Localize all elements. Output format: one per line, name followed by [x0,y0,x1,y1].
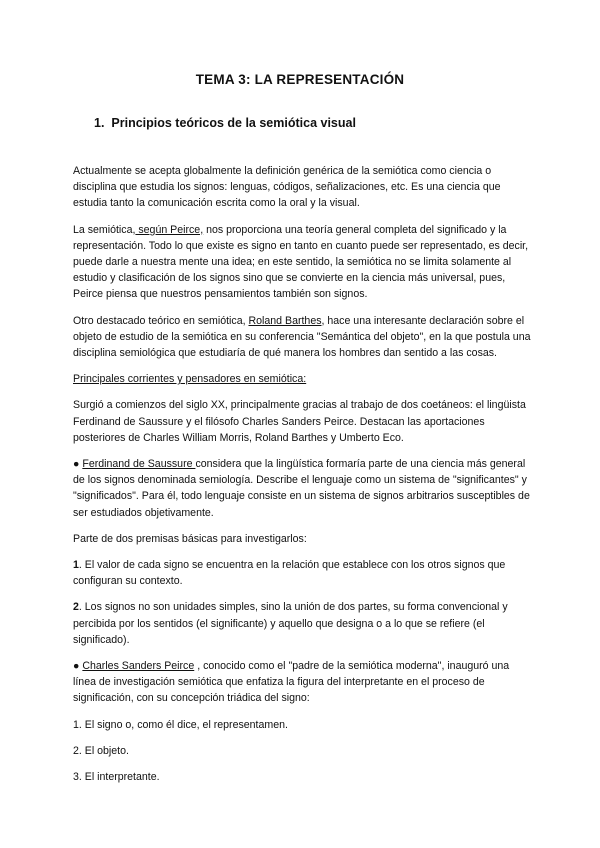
charles-peirce-link[interactable]: Charles Sanders Peirce [82,660,195,673]
premise-2 [73,599,535,648]
paragraph-saussure-rest: considera que la lingüística formaría parte de una ciencia más general de los signos denominada semiología. Describe el lenguaje como un sistema de "significantes" y "significados". Para él, todo lenguaje consiste en un sistema de signos arbitrarios susceptibles de ser estudiados objetivamente. [73,458,530,519]
bullet-icon: ● [73,458,80,471]
paragraph-barthes-start: Otro destacado teórico en semiótica, [73,314,249,327]
page-title: TEMA 3: LA REPRESENTACIÓN [195,72,405,87]
section-heading [94,116,356,130]
premise-1-number: 1 [73,559,79,572]
list-item-3: 3. El interpretante. [73,771,160,784]
premise-1 [73,557,535,589]
paragraph-premises-intro: Parte de dos premisas básicas para investigarlos: [73,532,307,545]
list-item-1: 1. El signo o, como él dice, el representamen. [73,718,288,731]
paragraph-peirce-start: La semiótica, [73,223,136,236]
peirce-link[interactable]: según Peirce, [135,223,204,236]
premise-2-number: 2 [73,601,79,614]
body-text [73,163,535,795]
paragraph-peirce-rest: nos proporciona una teoría general completa del significado y la representación. Todo lo que existe es signo en tanto en cuanto puede ser representado, es decir, puede darle a nuestra mente una idea; en este sentido, la semiótica no se limita solamente al estudio y clasificación de los signos sino que se convierte en la ciencia más universal, pues, Peirce piensa que nuestros pensamientos también son signos. [73,223,529,301]
subheading: Principales corrientes y pensadores en semiótica: [73,373,307,386]
paragraph-intro: Actualmente se acepta globalmente la definición genérica de la semiótica como ciencia o disciplina que estudia los signos: lenguas, códigos, señalizaciones, etc. Es una ciencia que estudia tanto la comunicación escrita como la oral y la visual. [73,165,501,210]
section-title: Principios teóricos de la semiótica visual [111,116,356,130]
paragraph-saussure [73,456,535,521]
premise-2-text: . Los signos no son unidades simples, sino la unión de dos partes, su forma convencional y percibida por los sentidos (el significante) y aquello que designa o a lo que se refiere (el significado). [73,601,508,646]
paragraph-peirce [73,222,535,303]
premise-1-text: . El valor de cada signo se encuentra en la relación que establece con los otros signos que configuran su contexto. [73,559,506,588]
list-item-2: 2. El objeto. [73,744,129,757]
barthes-link[interactable]: Roland Barthes, [248,314,325,327]
section-number: 1. [94,116,105,130]
saussure-link[interactable]: Ferdinand de Saussure [82,458,196,471]
paragraph-origins: Surgió a comienzos del siglo XX, principalmente gracias al trabajo de dos coetáneos: el lingüista Ferdinand de Saussure y el filósofo Charles Sanders Peirce. Destacan las aportaciones posteriores de Charles William Morris, Roland Barthes y Umberto Eco. [73,399,526,444]
paragraph-barthes [73,313,535,362]
paragraph-charles-peirce [73,658,535,707]
bullet-icon: ● [73,660,80,673]
paragraph-charles-peirce-rest: , conocido como el "padre de la semiótica moderna", inauguró una línea de investigación semiótica que enfatiza la figura del interpretante en el proceso de significación, con su concepción triádica del signo: [73,660,510,705]
paragraph-barthes-rest: hace una interesante declaración sobre el objeto de estudio de la semiótica en su conferencia "Semántica del objeto", en la que postula una disciplina semiológica que estudiaría de qué manera los hombres dan sentido a las cosas. [73,314,531,360]
